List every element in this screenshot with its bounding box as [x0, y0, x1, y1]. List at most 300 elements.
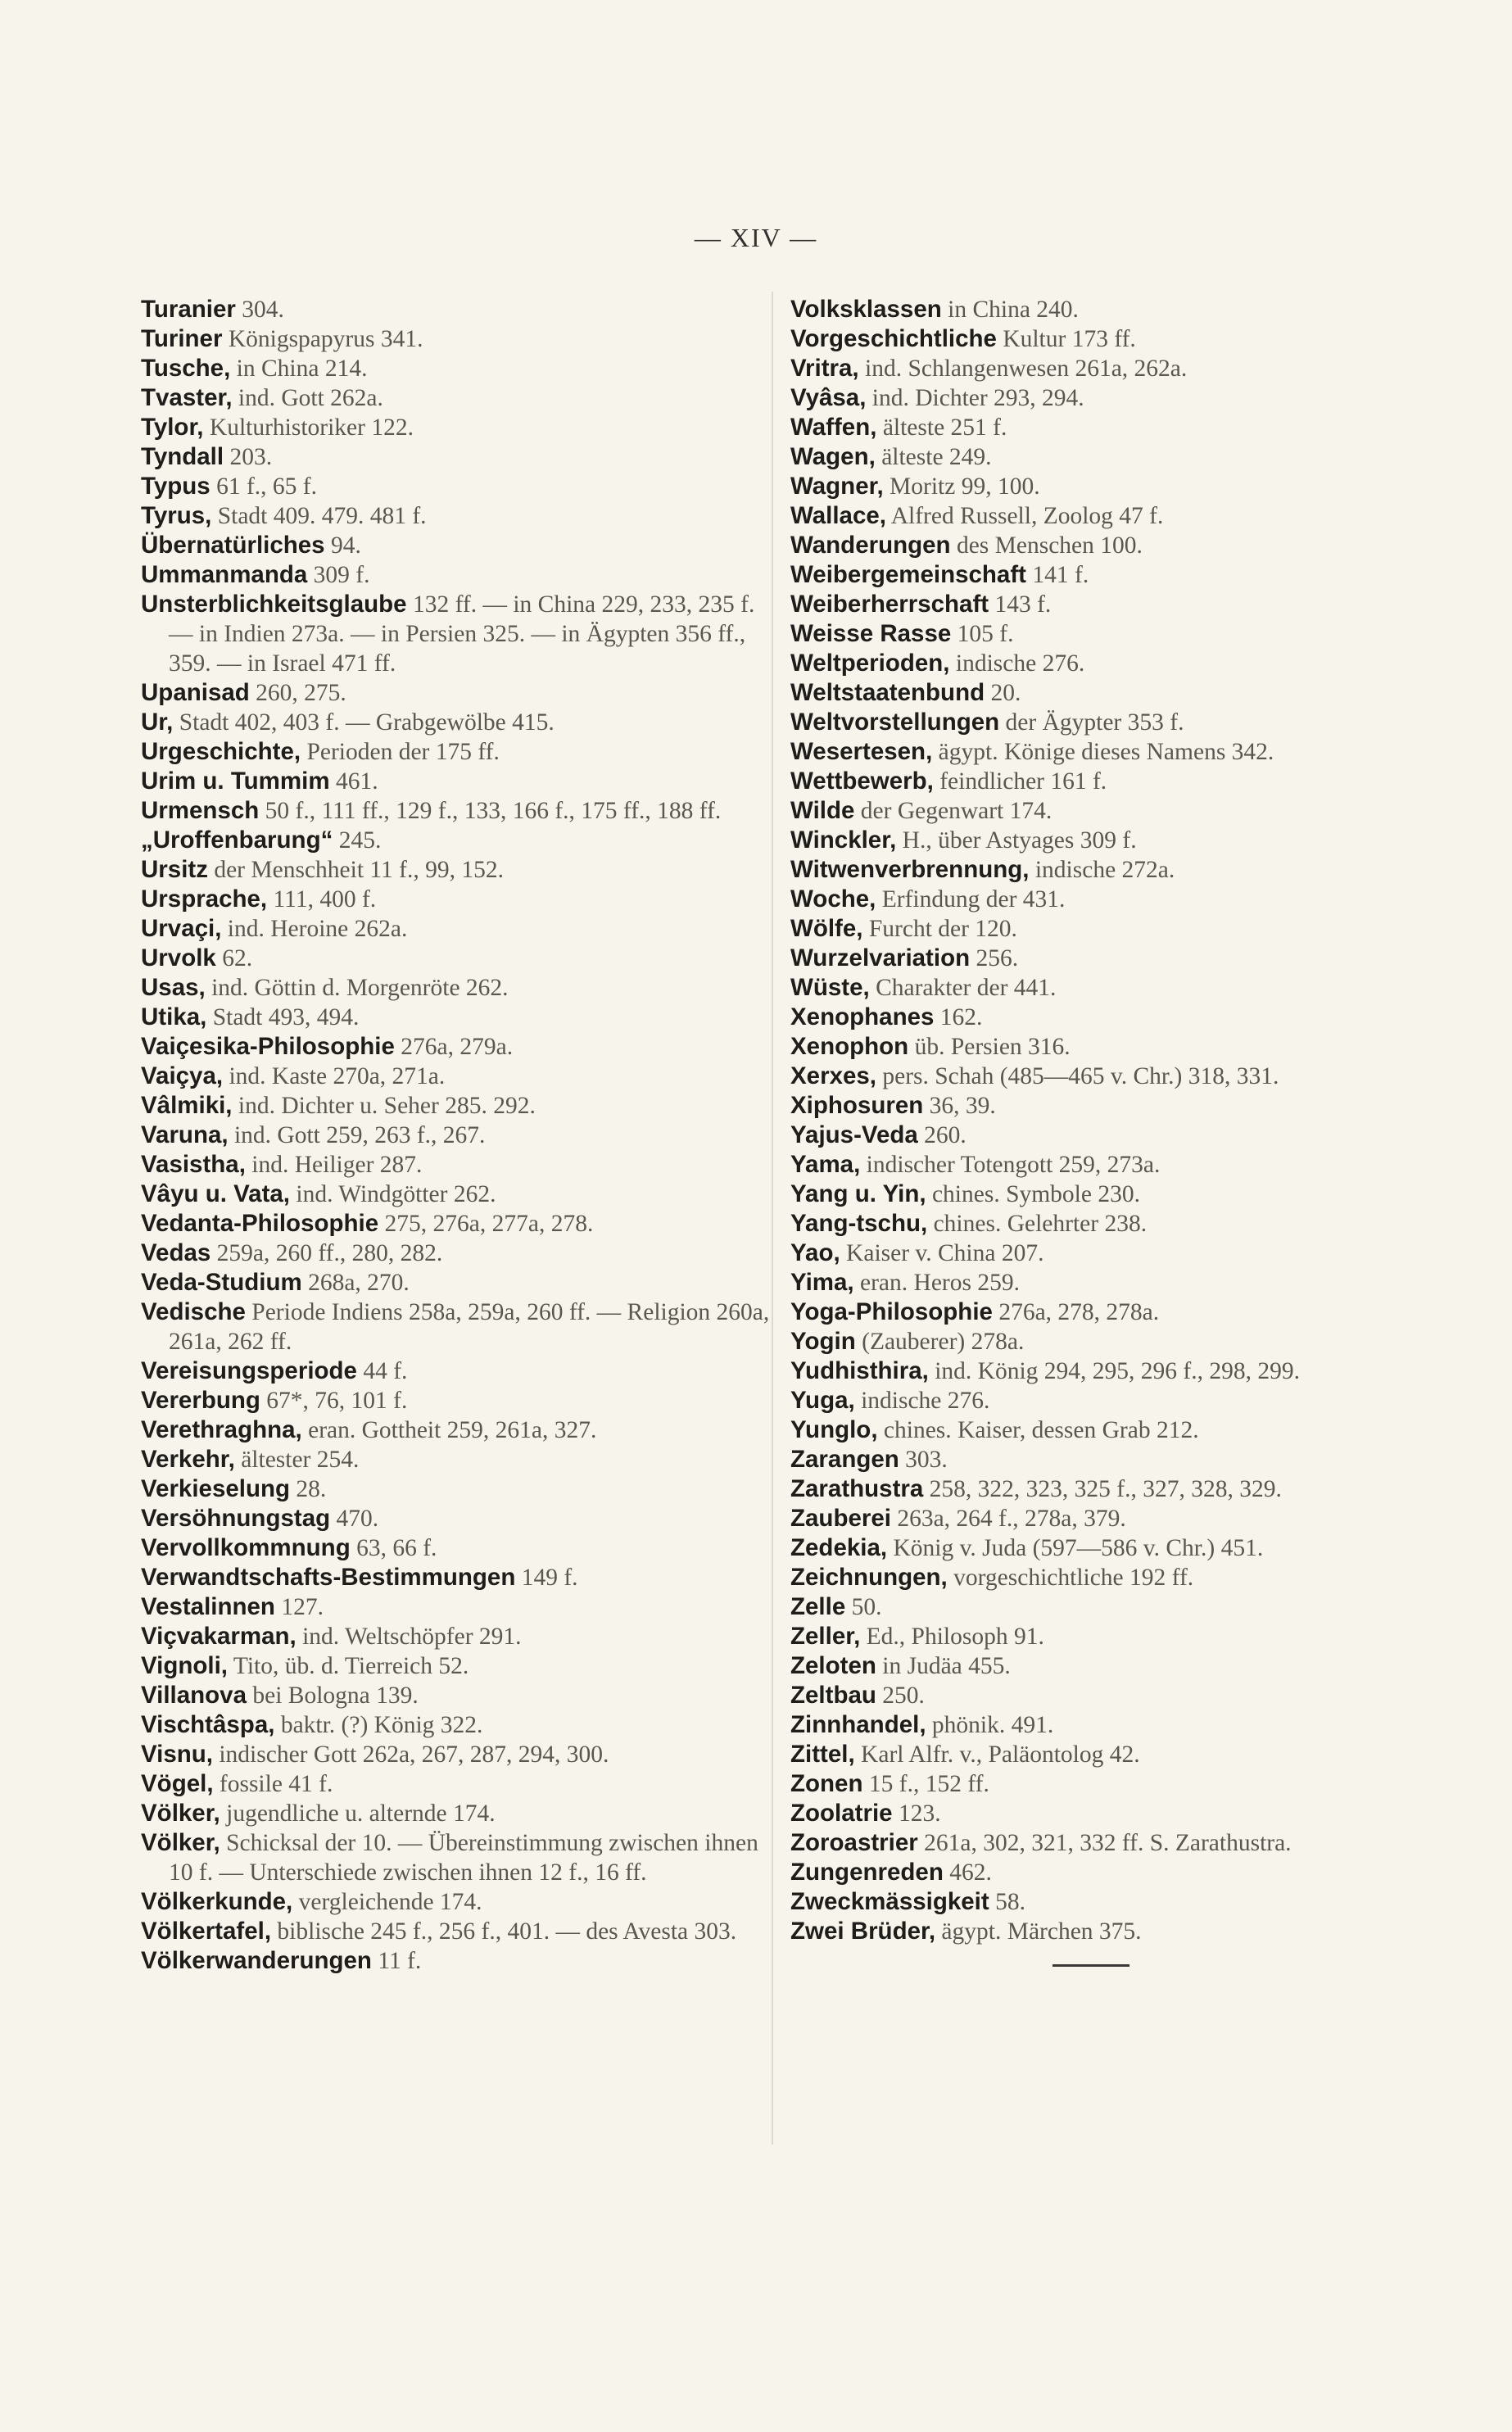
index-entry [790, 1386, 1429, 1415]
index-entry [141, 1710, 772, 1740]
index-headword: Versöhnungstag [141, 1505, 331, 1532]
index-references: des Menschen 100. [950, 532, 1143, 559]
index-references: ägypt. Märchen 375. [935, 1918, 1142, 1945]
index-headword: Wagen, [790, 443, 876, 470]
index-entry [141, 442, 772, 472]
index-references: ind. Gott 259, 263 f., 267. [228, 1122, 486, 1148]
index-entry [790, 1474, 1429, 1504]
index-references: 50 f., 111 ff., 129 f., 133, 166 f., 175 ff., 188 ff. [259, 798, 722, 824]
index-entry [790, 354, 1429, 383]
index-entry [141, 1121, 772, 1150]
index-references: 20. [985, 680, 1021, 706]
index-headword: Turanier [141, 296, 236, 323]
index-headword: Zittel, [790, 1741, 855, 1768]
index-headword: Vestalinnen [141, 1593, 275, 1620]
index-references: ind. Windgötter 262. [290, 1181, 496, 1207]
index-entry [790, 914, 1429, 944]
index-references: eran. Gottheit 259, 261a, 327. [301, 1417, 597, 1443]
index-references: (Zauberer) 278a. [855, 1329, 1025, 1355]
index-headword: Vedanta-Philosophie [141, 1210, 379, 1237]
index-entry [790, 1858, 1429, 1887]
index-entry [790, 737, 1429, 767]
index-references: 132 ff. — in China 229, 233, 235 f. — in Indien 273a. — in Persien 325. — in Ägypten 356 ff., 359. — in Israel 471 ff. [169, 591, 755, 677]
index-headword: Yama, [790, 1151, 861, 1178]
index-references: vorgeschichtliche 192 ff. [947, 1565, 1194, 1591]
index-headword: Yoga-Philosophie [790, 1298, 993, 1325]
index-references: chines. Gelehrter 238. [927, 1211, 1148, 1237]
index-entry [141, 1504, 772, 1533]
index-entry [790, 619, 1429, 649]
index-entry [790, 708, 1429, 737]
index-references: 141 f. [1026, 562, 1089, 588]
page-number: — XIV — [694, 223, 818, 252]
index-headword: Tylor, [141, 414, 204, 441]
index-headword: Usas, [141, 974, 206, 1001]
index-headword: Wölfe, [790, 915, 863, 942]
index-headword: Weisse Rasse [790, 620, 952, 647]
index-headword: Xerxes, [790, 1062, 876, 1089]
index-headword: „Uroffenbarung“ [141, 827, 333, 854]
index-entry [790, 413, 1429, 442]
index-references: 50. [845, 1594, 882, 1620]
index-references: 162. [934, 1004, 983, 1030]
index-references: chines. Symbole 230. [926, 1181, 1140, 1207]
index-entry [141, 590, 772, 678]
index-headword: Vererbung [141, 1387, 260, 1414]
index-entry [141, 1356, 772, 1386]
index-headword: Vedische [141, 1298, 246, 1325]
index-headword: Ursitz [141, 856, 208, 883]
index-entry [790, 796, 1429, 826]
index-references: Erfindung der 431. [876, 886, 1066, 913]
index-references: der Menschheit 11 f., 99, 152. [207, 857, 504, 883]
index-entry [790, 1504, 1429, 1533]
index-headword: Urgeschichte, [141, 738, 301, 765]
index-entry [141, 973, 772, 1003]
index-references: fossile 41 f. [213, 1771, 333, 1797]
index-entry [141, 1533, 772, 1563]
index-references: 111, 400 f. [267, 886, 377, 913]
index-headword: Weibergemeinschaft [790, 561, 1026, 588]
index-headword: Vögel, [141, 1770, 214, 1797]
index-references: der Ägypter 353 f. [999, 709, 1184, 736]
index-references: 250. [876, 1682, 925, 1709]
end-rule [1053, 1964, 1129, 1967]
index-headword: Zeloten [790, 1652, 876, 1679]
index-references: Schicksal der 10. — Übereinstimmung zwischen ihnen 10 f. — Unterschiede zwischen ihnen 12 f., 16 ff. [169, 1830, 758, 1886]
column-divider [772, 292, 773, 2144]
index-headword: Ursprache, [141, 885, 268, 913]
index-entry [790, 855, 1429, 885]
index-references: Ed., Philosoph 91. [860, 1624, 1044, 1650]
index-entry [790, 1799, 1429, 1828]
index-references: 203. [224, 444, 273, 470]
index-entry [141, 826, 772, 855]
index-headword: Vereisungsperiode [141, 1357, 357, 1384]
index-references: 149 f. [515, 1565, 578, 1591]
index-headword: Yao, [790, 1239, 840, 1266]
index-entry [790, 1563, 1429, 1592]
index-references: 58. [989, 1889, 1025, 1915]
index-references: ind. Weltschöpfer 291. [296, 1624, 522, 1650]
index-references: Stadt 493, 494. [206, 1004, 360, 1030]
index-entry [790, 1239, 1429, 1268]
index-entry [141, 1209, 772, 1239]
index-headword: Vignoli, [141, 1652, 228, 1679]
index-entry [790, 1828, 1429, 1858]
index-entry [790, 531, 1429, 560]
index-entry [790, 295, 1429, 324]
index-entry [141, 708, 772, 737]
index-entry [141, 531, 772, 560]
index-headword: Vyâsa, [790, 384, 867, 411]
index-references: indische 276. [854, 1388, 990, 1414]
index-entry [141, 1445, 772, 1474]
index-entry [141, 560, 772, 590]
index-headword: Vâlmiki, [141, 1092, 233, 1119]
index-headword: Woche, [790, 885, 876, 913]
index-headword: Urvolk [141, 944, 216, 971]
index-headword: Vaiçesika-Philosophie [141, 1033, 395, 1060]
index-headword: Zonen [790, 1770, 863, 1797]
index-entry [790, 1622, 1429, 1651]
index-entry [141, 1150, 772, 1180]
index-references: in Judäa 455. [876, 1653, 1011, 1679]
index-references: Königspapyrus 341. [222, 326, 423, 352]
index-headword: Yuga, [790, 1387, 855, 1414]
index-headword: Vaiçya, [141, 1062, 224, 1089]
index-headword: Vritra, [790, 355, 859, 382]
index-headword: Vâyu u. Vata, [141, 1180, 290, 1207]
index-references: 260, 275. [249, 680, 346, 706]
index-entry [790, 1180, 1429, 1209]
index-entry [141, 1298, 772, 1356]
index-entry [790, 1681, 1429, 1710]
index-entry [790, 472, 1429, 501]
index-entry [141, 1386, 772, 1415]
index-headword: Verwandtschafts-Bestimmungen [141, 1564, 516, 1591]
index-headword: Yima, [790, 1269, 854, 1296]
index-entry [790, 324, 1429, 354]
index-headword: Urim u. Tummim [141, 768, 330, 795]
index-entry [141, 678, 772, 708]
index-headword: Upanisad [141, 679, 250, 706]
index-headword: Zeichnungen, [790, 1564, 948, 1591]
index-references: König v. Juda (597—586 v. Chr.) 451. [887, 1535, 1264, 1561]
index-references: älteste 251 f. [876, 414, 1007, 441]
index-entry [790, 1917, 1429, 1946]
index-entry [141, 1799, 772, 1828]
index-references: 28. [290, 1476, 327, 1502]
index-headword: Ur, [141, 709, 174, 736]
index-references: ägypt. Könige dieses Namens 342. [932, 739, 1274, 765]
index-entry [141, 383, 772, 413]
index-entry [141, 1887, 772, 1917]
index-headword: Volksklassen [790, 296, 942, 323]
index-references: 275, 276a, 277a, 278. [378, 1211, 594, 1237]
index-entry [141, 1474, 772, 1504]
index-entry [790, 1415, 1429, 1445]
index-references: Kultur 173 ff. [996, 326, 1136, 352]
index-references: 44 f. [356, 1358, 408, 1384]
index-references: biblische 245 f., 256 f., 401. — des Avesta 303. [271, 1918, 737, 1945]
index-entry [141, 737, 772, 767]
index-headword: Villanova [141, 1682, 247, 1709]
index-entry [141, 1091, 772, 1121]
index-references: in China 214. [230, 356, 368, 382]
index-entry [790, 826, 1429, 855]
index-entry [141, 1740, 772, 1769]
index-references: 63, 66 f. [350, 1535, 437, 1561]
index-headword: Visnu, [141, 1741, 213, 1768]
index-headword: Winckler, [790, 827, 897, 854]
index-entry [790, 1533, 1429, 1563]
index-entry [790, 1710, 1429, 1740]
index-references: ind. Dichter u. Seher 285. 292. [232, 1093, 536, 1119]
index-references: 105 f. [951, 621, 1014, 647]
index-entry [141, 413, 772, 442]
index-entry [790, 1327, 1429, 1356]
index-references: 303. [899, 1447, 948, 1473]
index-references: Moritz 99, 100. [883, 473, 1040, 500]
index-headword: Wagner, [790, 473, 884, 500]
index-headword: Wilde [790, 797, 855, 824]
index-entry [790, 1769, 1429, 1799]
index-references: 258, 322, 323, 325 f., 327, 328, 329. [923, 1476, 1282, 1502]
index-headword: Zarathustra [790, 1475, 924, 1502]
index-entry [790, 1887, 1429, 1917]
index-references: 62. [215, 945, 253, 971]
index-headword: Verkehr, [141, 1446, 235, 1473]
index-entry [141, 767, 772, 796]
index-headword: Weiberherrschaft [790, 591, 989, 618]
index-entry [141, 501, 772, 531]
index-headword: Urmensch [141, 797, 260, 824]
index-headword: Urvaçi, [141, 915, 222, 942]
index-headword: Weltperioden, [790, 650, 950, 677]
index-references: 276a, 278, 278a. [992, 1299, 1160, 1325]
index-headword: Ummanmanda [141, 561, 308, 588]
index-references: ind. Heiliger 287. [245, 1152, 423, 1178]
index-entry [790, 1091, 1429, 1121]
index-entry [141, 914, 772, 944]
index-entry [141, 295, 772, 324]
index-headword: Vedas [141, 1239, 211, 1266]
index-headword: Wüste, [790, 974, 870, 1001]
index-entry [141, 1681, 772, 1710]
index-references: 462. [943, 1859, 992, 1886]
index-headword: Vervollkommnung [141, 1534, 351, 1561]
index-entry [790, 1445, 1429, 1474]
index-entry [790, 383, 1429, 413]
index-references: Periode Indiens 258a, 259a, 260 ff. — Religion 260a, 261a, 262 ff. [169, 1299, 770, 1355]
index-headword: Varuna, [141, 1121, 229, 1148]
index-entry [790, 649, 1429, 678]
index-references: 36, 39. [923, 1093, 996, 1119]
index-entry [141, 1622, 772, 1651]
index-entry [141, 885, 772, 914]
index-references: H., über Astyages 309 f. [896, 827, 1137, 854]
index-references: Perioden der 175 ff. [301, 739, 500, 765]
index-headword: Zwei Brüder, [790, 1918, 936, 1945]
index-references: jugendliche u. alternde 174. [220, 1800, 496, 1827]
index-headword: Zinnhandel, [790, 1711, 926, 1738]
index-headword: Wanderungen [790, 532, 951, 559]
index-entry [141, 1062, 772, 1091]
index-headword: Tusche, [141, 355, 231, 382]
index-headword: Zungenreden [790, 1859, 944, 1886]
index-references: 256. [970, 945, 1019, 971]
index-references: 470. [330, 1506, 379, 1532]
index-references: 11 f. [371, 1948, 422, 1974]
index-headword: Völker, [141, 1800, 220, 1827]
index-references: indische 272a. [1029, 857, 1175, 883]
index-references: Karl Alfr. v., Paläontolog 42. [854, 1741, 1140, 1768]
index-entry [790, 560, 1429, 590]
index-references: ind. Schlangenwesen 261a, 262a. [858, 356, 1188, 382]
index-entry [141, 796, 772, 826]
index-headword: Zweckmässigkeit [790, 1888, 989, 1915]
index-entry [141, 324, 772, 354]
index-references: 123. [892, 1800, 941, 1827]
index-references: 67*, 76, 101 f. [260, 1388, 408, 1414]
index-headword: Yajus-Veda [790, 1121, 918, 1148]
index-entry [141, 1592, 772, 1622]
index-entry [790, 1356, 1429, 1386]
index-references: ind. Kaste 270a, 271a. [223, 1063, 446, 1089]
index-entry [790, 1298, 1429, 1327]
index-headword: Typus [141, 473, 211, 500]
index-references: Kaiser v. China 207. [840, 1240, 1044, 1266]
index-references: ind. Gott 262a. [232, 385, 383, 411]
index-headword: Völker, [141, 1829, 220, 1856]
index-entry [790, 1003, 1429, 1032]
index-headword: Tvaster, [141, 384, 233, 411]
index-headword: Zoroastrier [790, 1829, 918, 1856]
index-headword: Veda-Studium [141, 1269, 302, 1296]
index-references: Stadt 409. 479. 481 f. [211, 503, 427, 529]
index-entry [141, 472, 772, 501]
index-entry [790, 1268, 1429, 1298]
index-entry [790, 590, 1429, 619]
index-references: 245. [333, 827, 382, 854]
index-entry [790, 885, 1429, 914]
index-headword: Vorgeschichtliche [790, 325, 997, 352]
index-references: vergleichende 174. [292, 1889, 482, 1915]
index-column-right [790, 295, 1429, 1967]
index-references: Kulturhistoriker 122. [203, 414, 414, 441]
index-headword: Waffen, [790, 414, 877, 441]
index-entry [141, 1828, 772, 1887]
index-headword: Völkerwanderungen [141, 1947, 372, 1974]
index-references: 461. [329, 768, 378, 795]
index-headword: Weltvorstellungen [790, 709, 1000, 736]
index-entry [790, 678, 1429, 708]
index-headword: Wurzelvariation [790, 944, 971, 971]
index-references: Tito, üb. d. Tierreich 52. [228, 1653, 469, 1679]
index-headword: Xenophanes [790, 1003, 935, 1030]
index-headword: Wettbewerb, [790, 768, 934, 795]
index-entry [141, 1180, 772, 1209]
index-headword: Zarangen [790, 1446, 899, 1473]
index-headword: Tyrus, [141, 502, 212, 529]
index-entry [790, 1121, 1429, 1150]
index-entry [141, 1239, 772, 1268]
index-entry [141, 1946, 772, 1976]
index-headword: Wallace, [790, 502, 886, 529]
index-references: üb. Persien 316. [908, 1034, 1071, 1060]
index-references: 276a, 279a. [394, 1034, 514, 1060]
index-headword: Viçvakarman, [141, 1623, 297, 1650]
index-headword: Yogin [790, 1328, 856, 1355]
index-references: 259a, 260 ff., 280, 282. [211, 1240, 443, 1266]
index-headword: Unsterblichkeitsglaube [141, 591, 407, 618]
index-references: 143 f. [989, 591, 1052, 618]
index-headword: Übernatürliches [141, 532, 325, 559]
index-references: 261a, 302, 321, 332 ff. S. Zarathustra. [917, 1830, 1292, 1856]
index-entry [790, 1740, 1429, 1769]
index-headword: Zauberei [790, 1505, 891, 1532]
index-headword: Verethraghna, [141, 1416, 302, 1443]
index-column-left [141, 295, 772, 1976]
index-references: 309 f. [307, 562, 370, 588]
index-headword: Xenophon [790, 1033, 909, 1060]
index-headword: Weltstaatenbund [790, 679, 985, 706]
index-entry [790, 501, 1429, 531]
index-entry [790, 1032, 1429, 1062]
index-references: pers. Schah (485—465 v. Chr.) 318, 331. [876, 1063, 1279, 1089]
index-references: chines. Kaiser, dessen Grab 212. [877, 1417, 1199, 1443]
index-entry [790, 973, 1429, 1003]
index-headword: Yunglo, [790, 1416, 878, 1443]
index-headword: Völkerkunde, [141, 1888, 293, 1915]
index-entry [141, 354, 772, 383]
index-headword: Völkertafel, [141, 1918, 272, 1945]
index-headword: Tyndall [141, 443, 224, 470]
index-entry [141, 1651, 772, 1681]
index-references: eran. Heros 259. [853, 1270, 1020, 1296]
index-references: 263a, 264 f., 278a, 379. [890, 1506, 1126, 1532]
index-references: 304. [235, 297, 284, 323]
index-entry [141, 1917, 772, 1946]
index-references: ind. König 294, 295, 296 f., 298, 299. [928, 1358, 1300, 1384]
index-references: 61 f., 65 f. [210, 473, 317, 500]
index-references: 260. [917, 1122, 967, 1148]
index-references: 94. [324, 532, 361, 559]
index-entry [790, 442, 1429, 472]
index-entry [790, 1150, 1429, 1180]
index-references: baktr. (?) König 322. [274, 1712, 483, 1738]
index-entry [790, 1062, 1429, 1091]
index-references: ind. Heroine 262a. [221, 916, 408, 942]
index-headword: Yudhisthira, [790, 1357, 929, 1384]
index-entry [141, 1032, 772, 1062]
index-headword: Vasistha, [141, 1151, 246, 1178]
index-references: Alfred Russell, Zoolog 47 f. [885, 503, 1164, 529]
index-references: 15 f., 152 ff. [862, 1771, 989, 1797]
index-headword: Verkieselung [141, 1475, 291, 1502]
index-references: älteste 249. [875, 444, 992, 470]
index-references: ind. Göttin d. Morgenröte 262. [205, 975, 509, 1001]
index-entry [141, 1563, 772, 1592]
index-headword: Utika, [141, 1003, 207, 1030]
index-references: ind. Dichter 293, 294. [866, 385, 1084, 411]
index-references: Furcht der 120. [862, 916, 1017, 942]
index-references: ältester 254. [234, 1447, 360, 1473]
index-entry [141, 944, 772, 973]
index-references: in China 240. [941, 297, 1079, 323]
index-headword: Xiphosuren [790, 1092, 924, 1119]
